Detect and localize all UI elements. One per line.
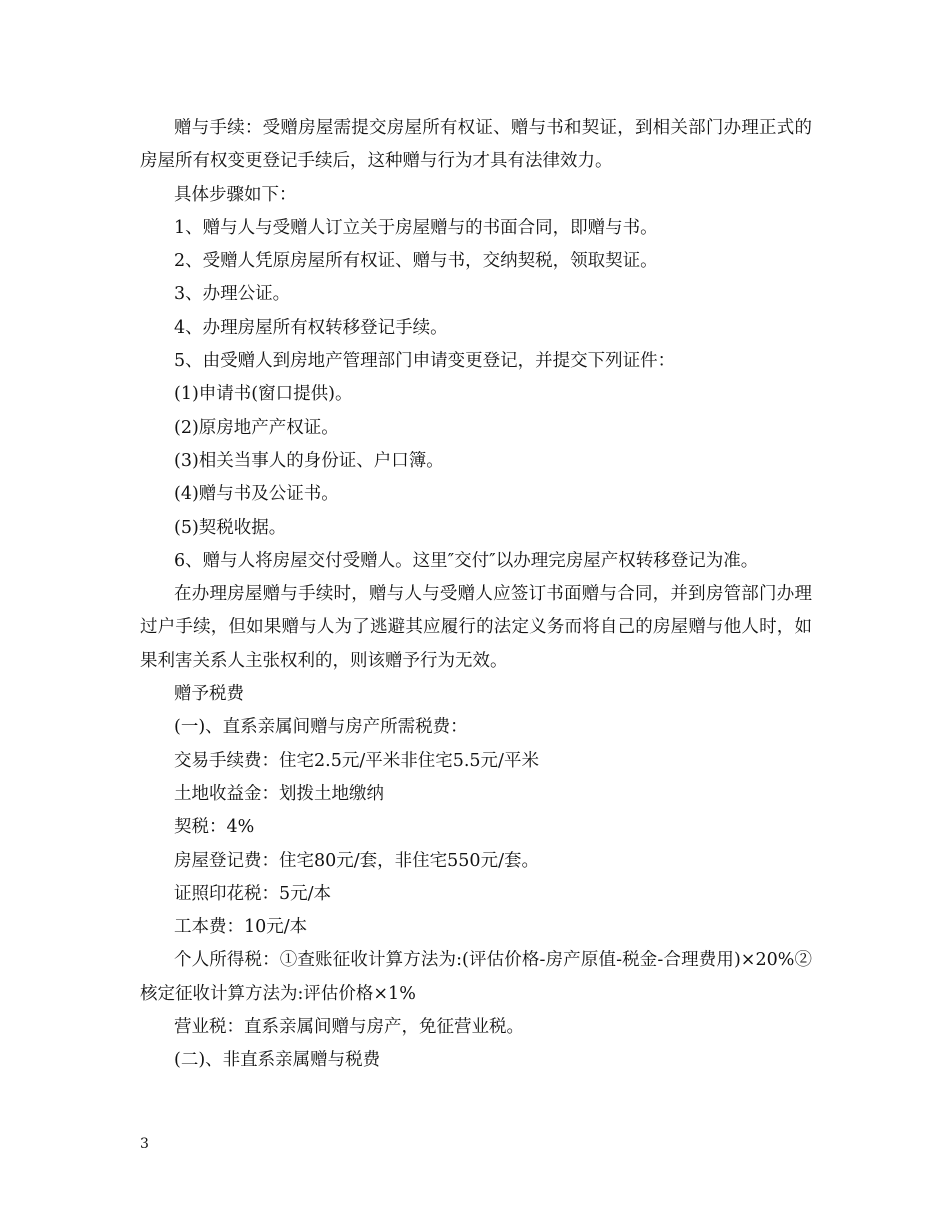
paragraph-gift-procedure: 赠与手续：受赠房屋需提交房屋所有权证、赠与书和契证，到相关部门办理正式的房屋所有权变更登记手续后，这种赠与行为才具有法律效力。 [140, 118, 812, 172]
paragraph-step-1: 1、赠与人与受赠人订立关于房屋赠与的书面合同，即赠与书。 [174, 217, 658, 238]
paragraph-tax-heading: 赠予税费 [174, 684, 244, 705]
paragraph-registration-fee: 房屋登记费：住宅80元/套，非住宅550元/套。 [174, 850, 539, 871]
paragraph-document-4: (4)赠与书及公证书。 [174, 484, 339, 505]
paragraph-document-5: (5)契税收据。 [174, 517, 287, 538]
paragraph-step-2: 2、受赠人凭原房屋所有权证、赠与书，交纳契税，领取契证。 [174, 251, 658, 272]
paragraph-non-direct-relatives-heading: (二)、非直系亲属赠与税费 [174, 1050, 381, 1071]
paragraph-step-3: 3、办理公证。 [174, 284, 291, 305]
paragraph-land-income: 土地收益金：划拨土地缴纳 [174, 783, 384, 804]
paragraph-income-tax: 个人所得税：①查账征收计算方法为:(评估价格-房产原值-税金-合理费用)×20%② 核定征收计算方法为:评估价格×1% [140, 950, 812, 1004]
paragraph-transaction-fee: 交易手续费：住宅2.5元/平米非住宅5.5元/平米 [174, 750, 539, 771]
document-body [140, 112, 812, 1078]
paragraph-steps-heading: 具体步骤如下： [174, 184, 297, 205]
paragraph-step-4: 4、办理房屋所有权转移登记手续。 [174, 317, 448, 338]
paragraph-step-5: 5、由受赠人到房地产管理部门申请变更登记，并提交下列证件： [174, 351, 676, 372]
paragraph-step-6: 6、赠与人将房屋交付受赠人。这里″交付″以办理完房屋产权转移登记为准。 [174, 550, 759, 571]
paragraph-document-1: (1)申请书(窗口提供)。 [174, 384, 353, 405]
paragraph-direct-relatives-heading: (一)、直系亲属间赠与房产所需税费： [174, 717, 468, 738]
paragraph-document-3: (3)相关当事人的身份证、户口簿。 [174, 450, 444, 471]
paragraph-gift-contract-note: 在办理房屋赠与手续时，赠与人与受赠人应签订书面赠与合同，并到房管部门办理过户手续，但如果赠与人为了逃避其应履行的法定义务而将自己的房屋赠与他人时，如果利害关系人主张权利的，则该赠予行为无效。 [140, 584, 812, 671]
paragraph-stamp-tax: 证照印花税：5元/本 [174, 883, 332, 904]
paragraph-business-tax: 营业税：直系亲属间赠与房产，免征营业税。 [174, 1017, 524, 1038]
paragraph-deed-tax: 契税：4% [174, 817, 255, 838]
page-number: 3 [140, 1136, 149, 1152]
paragraph-production-fee: 工本费：10元/本 [174, 917, 308, 938]
paragraph-document-2: (2)原房地产产权证。 [174, 417, 339, 438]
